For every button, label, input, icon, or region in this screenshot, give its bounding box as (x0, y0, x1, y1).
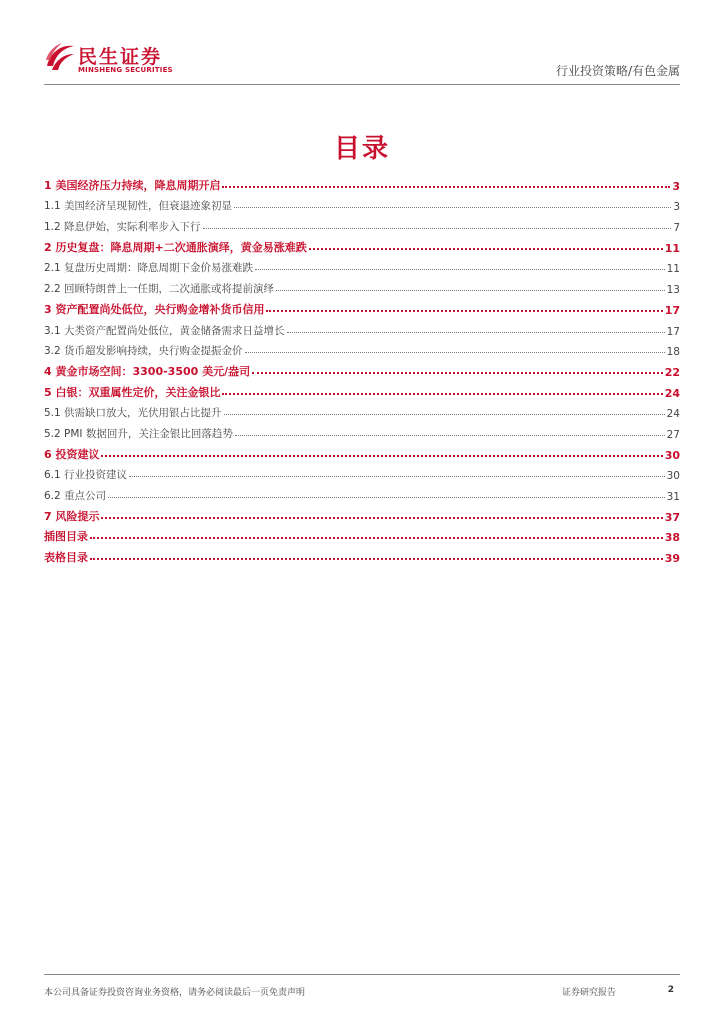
company-logo (44, 40, 194, 78)
toc-entry-label: 4 黄金市场空间：3300-3500 美元/盎司 (44, 364, 251, 378)
toc-leader-dots (245, 351, 665, 353)
logo-emblem-icon (44, 40, 76, 76)
footer-report-type: 证券研究报告 (562, 988, 617, 998)
toc-entry-section[interactable] (44, 400, 680, 421)
toc-entry-label: 6.2 重点公司 (44, 490, 107, 502)
toc-leader-dots (266, 309, 662, 312)
toc-entry-page: 22 (664, 365, 680, 379)
toc-leader-dots (101, 516, 662, 519)
toc-entry-section[interactable] (44, 482, 680, 503)
toc-entry-label: 1.2 降息伊始，实际利率步入下行 (44, 221, 201, 234)
table-of-contents (44, 172, 680, 565)
toc-entry-page: 27 (666, 428, 680, 441)
footer-disclaimer: 本公司具备证券投资咨询业务资格，请务必阅读最后一页免责声明 (44, 988, 306, 998)
toc-entry-label: 6 投资建议 (44, 447, 100, 461)
toc-entry-chapter[interactable] (44, 503, 680, 524)
toc-entry-page: 39 (664, 552, 680, 566)
toc-entry-section[interactable] (44, 317, 680, 338)
toc-leader-dots (108, 496, 665, 498)
toc-entry-page: 17 (666, 325, 680, 338)
toc-entry-chapter[interactable] (44, 234, 680, 255)
toc-entry-section[interactable] (44, 338, 680, 359)
toc-entry-section[interactable] (44, 420, 680, 441)
toc-entry-chapter[interactable] (44, 441, 680, 462)
toc-entry-page: 7 (673, 222, 680, 235)
toc-entry-page: 13 (666, 284, 680, 297)
toc-entry-label: 3.2 货币超发影响持续，央行购金提振金价 (44, 345, 243, 358)
toc-entry-label: 5.1 供需缺口放大，光伏用银占比提升 (44, 407, 222, 420)
toc-leader-dots (235, 434, 665, 436)
toc-leader-dots (252, 371, 663, 374)
toc-entry-page: 37 (664, 510, 680, 524)
toc-entry-label: 6.1 行业投资建议 (44, 469, 128, 482)
toc-leader-dots (90, 536, 663, 539)
toc-leader-dots (309, 247, 663, 250)
footer-divider (44, 974, 680, 975)
toc-entry-label: 2 历史复盘：降息周期+二次通胀演绎，黄金易涨难跌 (44, 240, 307, 254)
toc-leader-dots (222, 185, 670, 188)
toc-entry-page: 24 (664, 386, 680, 400)
logo-text-cn: 民生证券 (78, 46, 163, 68)
toc-entry-section[interactable] (44, 255, 680, 276)
toc-entry-page: 3 (673, 201, 680, 214)
toc-entry-chapter[interactable] (44, 172, 680, 193)
toc-entry-chapter[interactable] (44, 524, 680, 545)
toc-entry-label: 3 资产配置尚处低位，央行购金增补货币信用 (44, 302, 265, 316)
toc-entry-label: 2.1 复盘历史周期：降息周期下金价易涨难跌 (44, 262, 254, 275)
toc-entry-label: 表格目录 (44, 551, 88, 565)
toc-entry-label: 5 白银：双重属性定价，关注金银比 (44, 385, 221, 399)
toc-leader-dots (287, 331, 665, 333)
toc-entry-page: 3 (672, 179, 680, 193)
toc-leader-dots (222, 392, 662, 395)
toc-leader-dots (234, 206, 671, 208)
toc-entry-section[interactable] (44, 193, 680, 214)
page-header (44, 40, 680, 84)
toc-entry-page: 30 (666, 470, 680, 483)
toc-entry-page: 11 (664, 241, 680, 255)
toc-title: 目录 (333, 134, 390, 164)
toc-entry-label: 1 美国经济压力持续，降息周期开启 (44, 178, 221, 192)
toc-entry-chapter[interactable] (44, 296, 680, 317)
logo-text-en: MINSHENG SECURITIES (78, 66, 173, 74)
toc-leader-dots (203, 227, 672, 229)
header-divider (44, 84, 680, 85)
toc-entry-section[interactable] (44, 275, 680, 296)
toc-entry-label: 插图目录 (44, 530, 88, 544)
toc-entry-page: 31 (666, 491, 680, 503)
report-section-label: 行业投资策略/有色金属 (555, 64, 680, 78)
toc-leader-dots (129, 475, 665, 477)
toc-leader-dots (255, 268, 665, 270)
toc-entry-section[interactable] (44, 462, 680, 483)
toc-entry-page: 18 (666, 346, 680, 359)
toc-entry-chapter[interactable] (44, 379, 680, 400)
toc-leader-dots (101, 454, 662, 457)
toc-leader-dots (224, 413, 665, 415)
toc-entry-label: 2.2 回顾特朗普上一任期，二次通胀或将提前演绎 (44, 283, 275, 296)
footer-page-number: 2 (667, 985, 674, 995)
toc-entry-page: 17 (664, 303, 680, 317)
toc-entry-page: 11 (666, 263, 680, 276)
toc-entry-chapter[interactable] (44, 544, 680, 565)
toc-entry-page: 30 (664, 448, 680, 462)
toc-leader-dots (90, 557, 663, 560)
toc-entry-label: 5.2 PMI 数据回升，关注金银比回落趋势 (44, 427, 233, 440)
toc-entry-section[interactable] (44, 213, 680, 234)
toc-entry-label: 1.1 美国经济呈现韧性，但衰退迹象初显 (44, 200, 233, 213)
toc-entry-page: 38 (664, 531, 680, 545)
toc-entry-label: 7 风险提示 (44, 509, 100, 523)
toc-entry-page: 24 (666, 408, 680, 421)
toc-entry-chapter[interactable] (44, 358, 680, 379)
toc-entry-label: 3.1 大类资产配置尚处低位，黄金储备需求日益增长 (44, 324, 285, 337)
toc-leader-dots (276, 289, 665, 291)
